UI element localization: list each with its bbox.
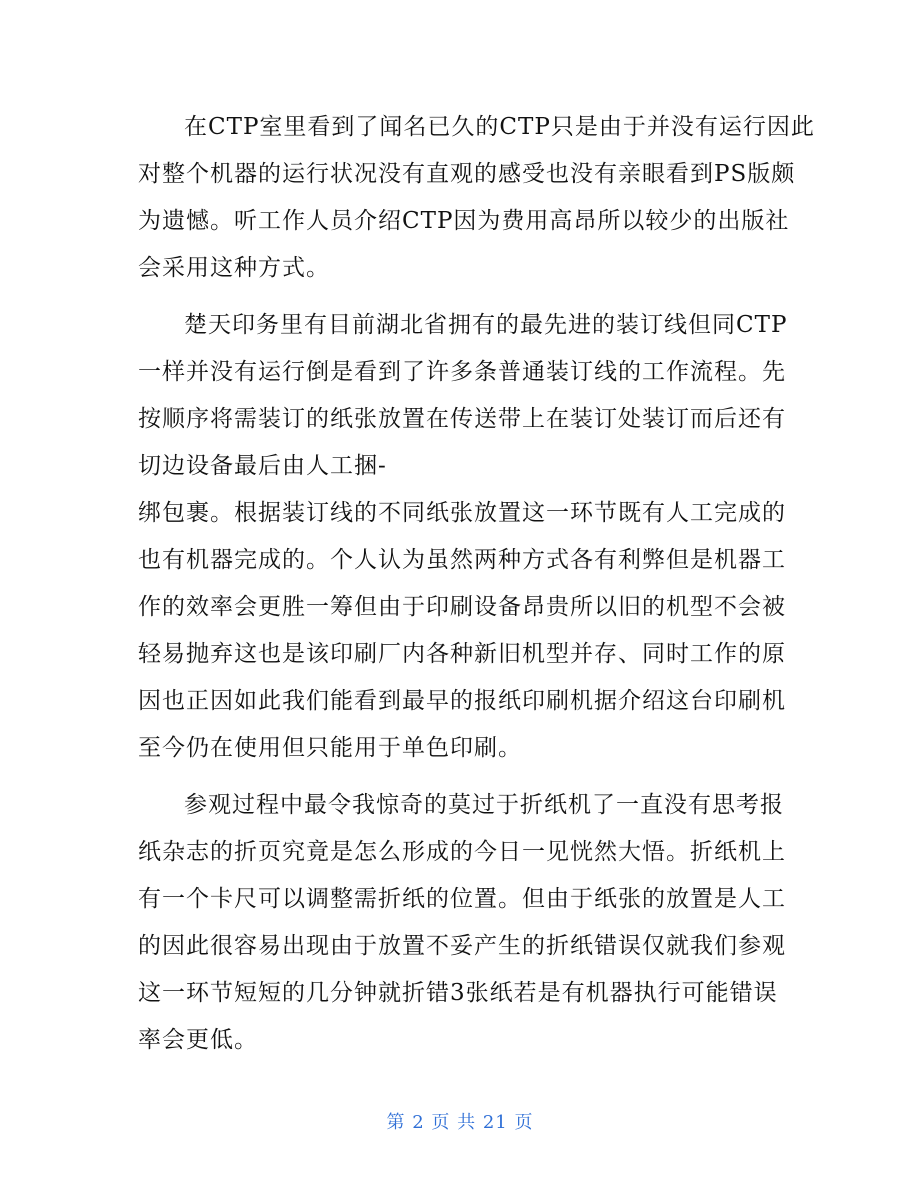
page-number-footer: 第 2 页 共 21 页 xyxy=(386,1112,534,1133)
paragraph-1 xyxy=(138,104,815,292)
text-line: 因也正因如此我们能看到最早的报纸印刷机据介绍这台印刷机 xyxy=(138,688,786,714)
text-line: 轻易抛弃这也是该印刷厂内各种新旧机型并存、同时工作的原 xyxy=(138,641,786,667)
paragraph-3 xyxy=(138,782,788,1064)
text-line: 至今仍在使用但只能用于单色印刷。 xyxy=(138,735,522,761)
text-line: 的因此很容易出现由于放置不妥产生的折纸错误仅就我们参观 xyxy=(138,933,786,959)
text-line: 一样并没有运行倒是看到了许多条普通装订线的工作流程。先 xyxy=(138,359,786,385)
text-line: 按顺序将需装订的纸张放置在传送带上在装订处装订而后还有 xyxy=(138,406,786,432)
paragraph-gap xyxy=(138,772,788,782)
text-line: 为遗憾。听工作人员介绍CTP因为费用高昂所以较少的出版社 xyxy=(138,208,790,234)
text-line: 也有机器完成的。个人认为虽然两种方式各有利弊但是机器工 xyxy=(138,547,786,573)
document-body xyxy=(138,104,815,1064)
text-line: 纸杂志的折页究竟是怎么形成的今日一见恍然大悟。折纸机上 xyxy=(138,839,786,865)
text-line: 楚天印务里有目前湖北省拥有的最先进的装订线但同CTP xyxy=(184,312,788,338)
paragraph-gap xyxy=(138,292,788,302)
text-line: 切边设备最后由人工捆- xyxy=(138,453,387,479)
text-line: 会采用这种方式。 xyxy=(138,255,330,281)
text-line: 有一个卡尺可以调整需折纸的位置。但由于纸张的放置是人工 xyxy=(138,886,786,912)
text-line: 绑包裹。根据装订线的不同纸张放置这一环节既有人工完成的 xyxy=(138,500,786,526)
text-line: 作的效率会更胜一筹但由于印刷设备昂贵所以旧的机型不会被 xyxy=(138,594,786,620)
text-line: 在CTP室里看到了闻名已久的CTP只是由于并没有运行因此 xyxy=(184,114,815,140)
paragraph-2 xyxy=(138,302,788,772)
text-line: 对整个机器的运行状况没有直观的感受也没有亲眼看到PS版颇 xyxy=(138,161,796,187)
text-line: 率会更低。 xyxy=(138,1027,258,1053)
text-line: 这一环节短短的几分钟就折错3张纸若是有机器执行可能错误 xyxy=(138,980,778,1006)
text-line: 参观过程中最令我惊奇的莫过于折纸机了一直没有思考报 xyxy=(184,792,784,818)
